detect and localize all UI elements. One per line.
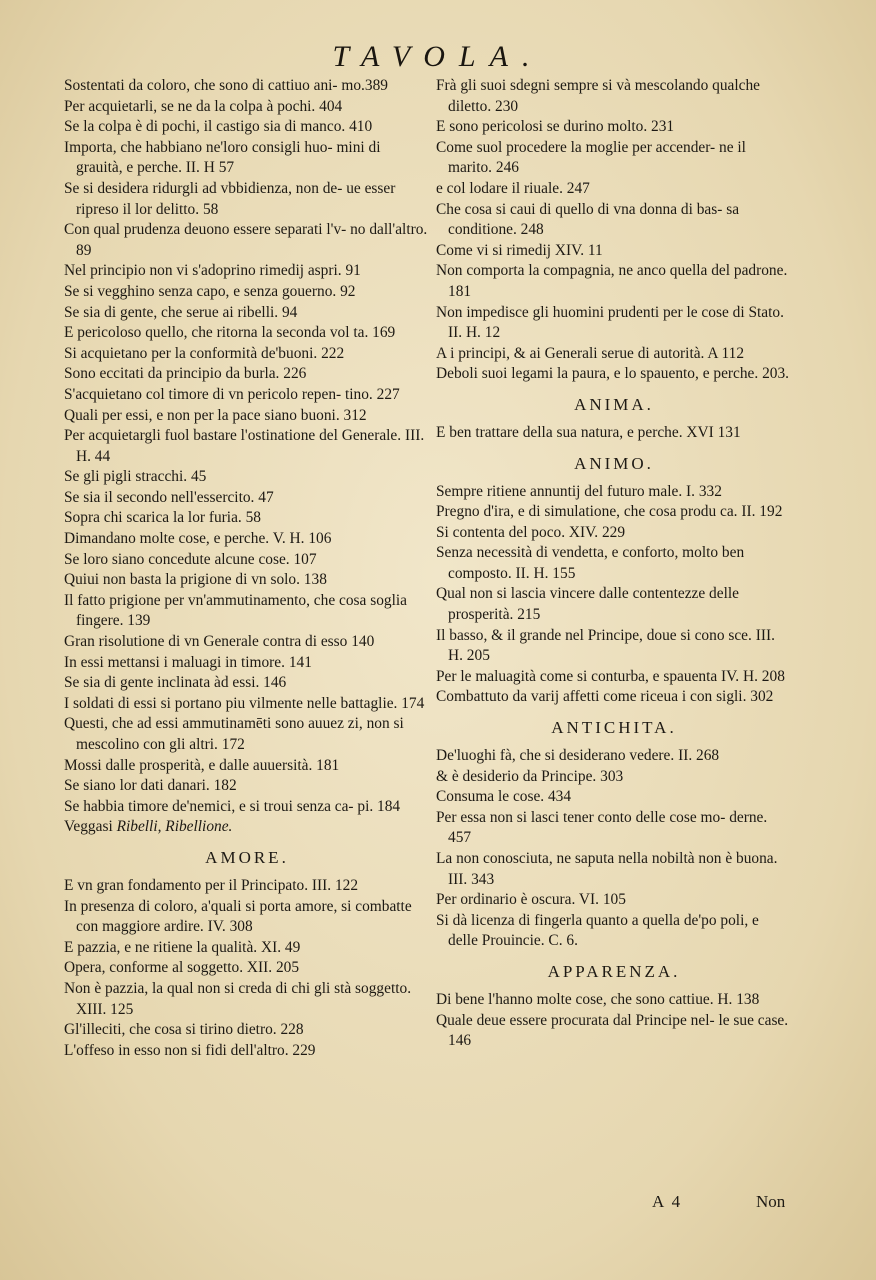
index-entry: Se gli pigli stracchi. 45 — [64, 468, 207, 486]
page-header-title: TAVOLA. — [332, 40, 544, 73]
index-entry: Sopra chi scarica la lor furia. 58 — [64, 509, 262, 527]
index-entry: Gl'illeciti, che cosa si tirino dietro. 228 — [64, 1021, 304, 1039]
index-entry: Combattuto da varij affetti come riceua i con sigli. 302 — [436, 688, 774, 706]
index-entry: Per le maluagità come si conturba, e spauenta IV. H. 208 — [436, 667, 785, 685]
entry-list-antichita — [436, 746, 792, 952]
index-entry: Se siano lor dati danari. 182 — [64, 777, 237, 795]
section-heading-anima: ANIMA. — [574, 394, 654, 414]
index-entry: Pregno d'ira, e di simulatione, che cosa produ ca. II. 192 — [436, 503, 783, 521]
index-entry: Se sia di gente, che serue ai ribelli. 94 — [64, 303, 298, 321]
see-also-entry — [64, 817, 430, 838]
section-heading-amore: AMORE. — [205, 847, 289, 867]
index-entry: L'offeso in esso non si fidi dell'altro. 229 — [64, 1041, 316, 1059]
index-entry: Se si vegghino senza capo, e senza gouerno. 92 — [64, 282, 356, 300]
index-entry: Quale deue essere procurata dal Principe nel- le sue case. 146 — [436, 1011, 789, 1050]
entry-list-anima — [436, 423, 792, 444]
catchword: Non — [756, 1192, 786, 1211]
see-also-ref: Ribelli, Ribellione. — [116, 818, 233, 836]
index-entry: Se habbia timore de'nemici, e si troui senza ca- pi. 184 — [64, 797, 401, 815]
index-entry: & è desiderio da Principe. 303 — [436, 767, 624, 785]
index-entry: Come vi si rimedij XIV. 11 — [436, 241, 603, 259]
index-entry: Quali per essi, e non per la pace siano buoni. 312 — [64, 406, 367, 424]
right-column — [436, 76, 792, 1052]
index-entry: Si contenta del poco. XIV. 229 — [436, 523, 626, 541]
index-entry: Opera, conforme al soggetto. XII. 205 — [64, 959, 300, 977]
index-entry: Di bene l'hanno molte cose, che sono cattiue. H. 138 — [436, 990, 760, 1008]
index-entry: Se la colpa è di pochi, il castigo sia di manco. 410 — [64, 118, 373, 136]
section-heading-apparenza: APPARENZA. — [547, 961, 681, 981]
index-entry: Se sia il secondo nell'essercito. 47 — [64, 488, 274, 506]
index-entry: Gran risolutione di vn Generale contra di esso 140 — [64, 633, 375, 651]
index-entry: Se sia di gente inclinata àd essi. 146 — [64, 674, 287, 692]
index-entry: Quiui non basta la prigione di vn solo. 138 — [64, 571, 327, 589]
index-entry: E sono pericolosi se durino molto. 231 — [436, 118, 675, 136]
index-entry: Con qual prudenza deuono essere separati l'v- no dall'altro. 89 — [64, 221, 428, 259]
section-heading-antichita: ANTICHITA. — [551, 718, 677, 738]
index-entry: Che cosa si caui di quello di vna donna di bas- sa conditione. 248 — [436, 200, 740, 239]
index-entry: Questi, che ad essi ammutinamēti sono auuez zi, non si mescolino con gli altri. 172 — [64, 715, 404, 753]
index-entry: Deboli suoi legami la paura, e lo spauento, e perche. 203. — [436, 365, 790, 383]
index-entry: A i principi, & ai Generali serue di autorità. A 112 — [436, 344, 745, 362]
index-entry: E vn gran fondamento per il Principato. III. 122 — [64, 876, 359, 894]
index-entry: Si dà licenza di fingerla quanto a quella de'po poli, e delle Prouincie. C. 6. — [436, 911, 759, 950]
entry-list-amore — [64, 876, 430, 1061]
index-entry: Frà gli suoi sdegni sempre si và mescolando qualche diletto. 230 — [436, 77, 760, 115]
index-entry: E ben trattare della sua natura, e perche. XVI 131 — [436, 423, 741, 441]
entry-list-animo — [436, 482, 792, 709]
index-entry: Il basso, & il grande nel Principe, doue si cono sce. III. H. 205 — [436, 626, 775, 665]
index-entry: Dimandano molte cose, e perche. V. H. 106 — [64, 530, 332, 548]
index-entry: Senza necessità di vendetta, e conforto, molto ben composto. II. H. 155 — [436, 544, 745, 582]
index-entry: Il fatto prigione per vn'ammutinamento, che cosa soglia fingere. 139 — [64, 591, 407, 630]
index-entry: E pazzia, e ne ritiene la qualità. XI. 49 — [64, 938, 301, 956]
index-entry: Per ordinario è oscura. VI. 105 — [436, 891, 626, 909]
index-entry: Come suol procedere la moglie per accender- ne il marito. 246 — [436, 138, 746, 177]
index-entry: S'acquietano col timore di vn pericolo repen- tino. 227 — [64, 385, 400, 403]
index-entry: Non comporta la compagnia, ne anco quella del padrone. 181 — [436, 262, 788, 300]
index-entry: I soldati di essi si portano piu vilmente nelle battaglie. 174 — [64, 694, 425, 712]
see-also-prefix: Veggasi — [64, 818, 117, 836]
page-footer — [652, 1192, 802, 1212]
index-entry: Si acquietano per la conformità de'buoni. 222 — [64, 344, 345, 362]
entry-list-left — [64, 76, 430, 838]
index-entry: La non conosciuta, ne saputa nella nobiltà non è buona. III. 343 — [436, 850, 778, 888]
index-entry: In presenza di coloro, a'quali si porta amore, si combatte con maggiore ardire. IV. 308 — [64, 897, 412, 936]
index-entry: E pericoloso quello, che ritorna la seconda vol ta. 169 — [64, 324, 396, 342]
index-entry: Per essa non si lasci tener conto delle cose mo- derne. 457 — [436, 808, 768, 847]
index-entry: Qual non si lascia vincere dalle contentezze delle prosperità. 215 — [436, 585, 739, 624]
index-entry: Se loro siano concedute alcune cose. 107 — [64, 550, 317, 568]
index-entry: Per acquietarli, se ne da la colpa à pochi. 404 — [64, 97, 343, 115]
entry-list-apparenza — [436, 990, 792, 1052]
index-entry: Non è pazzia, la qual non si creda di chi gli stà soggetto. XIII. 125 — [64, 979, 412, 1018]
index-entry: Nel principio non vi s'adoprino rimedij aspri. 91 — [64, 262, 361, 280]
index-entry: De'luoghi fà, che si desiderano vedere. II. 268 — [436, 747, 720, 765]
index-entry: Importa, che habbiano ne'loro consigli huo- mini di grauità, e perche. II. H 57 — [64, 138, 381, 177]
left-column — [64, 76, 430, 1061]
index-entry: e col lodare il riuale. 247 — [436, 179, 590, 197]
index-entry: Sono eccitati da principio da burla. 226 — [64, 365, 307, 383]
index-entry: Sempre ritiene annuntij del futuro male. I. 332 — [436, 482, 722, 500]
signature-mark: A 4 — [652, 1192, 683, 1211]
index-entry: Consuma le cose. 434 — [436, 788, 572, 806]
index-entry: Mossi dalle prosperità, e dalle auuersità. 181 — [64, 756, 340, 774]
section-heading-animo: ANIMO. — [574, 453, 654, 473]
index-entry: Sostentati da coloro, che sono di cattiuo ani- mo.389 — [64, 77, 388, 94]
index-entry: Non impedisce gli huomini prudenti per le cose di Stato. II. H. 12 — [436, 303, 784, 342]
entry-list-right — [436, 76, 792, 385]
index-entry: Se si desidera ridurgli ad vbbidienza, non de- ue esser ripreso il lor delitto. 58 — [64, 179, 396, 218]
index-entry: Per acquietargli fuol bastare l'ostinatione del Generale. III. H. 44 — [64, 427, 425, 465]
index-entry: In essi mettansi i maluagi in timore. 141 — [64, 653, 312, 671]
